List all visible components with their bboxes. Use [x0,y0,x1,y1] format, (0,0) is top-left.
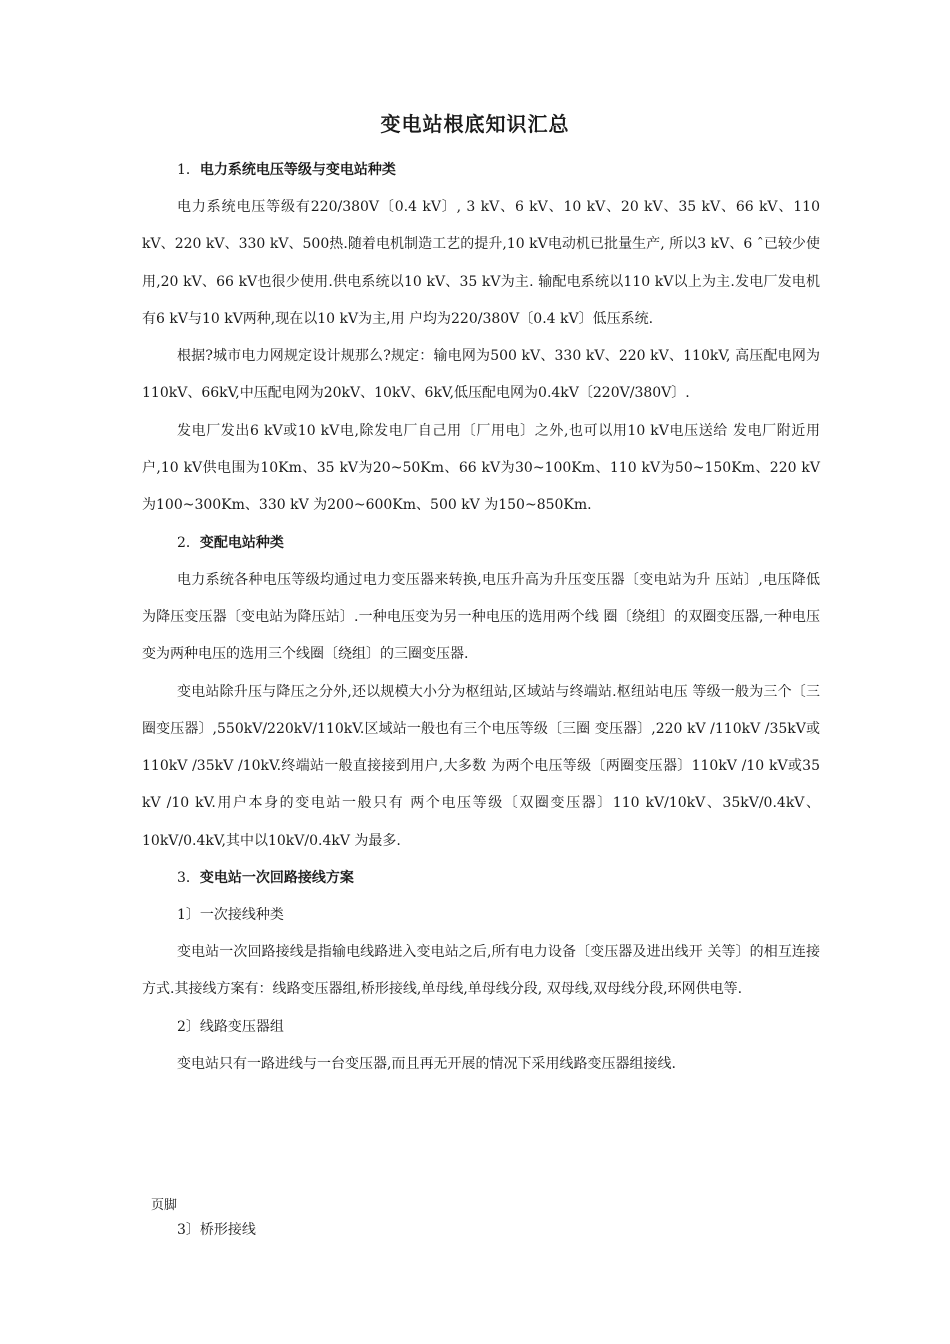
section-heading-text: 电力系统电压等级与变电站种类 [199,162,396,178]
section-heading [142,525,820,562]
section-heading [142,860,820,897]
section-heading-text: 变配电站种类 [199,534,284,551]
paragraph: 变电站除升压与降压之分外,还以规模大小分为枢纽站,区域站与终端站.枢纽站电压 等级一般为三个〔三圈变压器〕,550kV/220kV/110kV.区域站一般也有三个电压等级〔三圈 变压器〕,220 kV /110kV /35kV或110kV /35kV /10kV.终端站一般直接接到用户,大多数 为两个电压等级〔两圈变压器〕110kV /10 kV或35 kV /10 kV.用户本身的变电站一般只有 两个电压等级〔双圈变压器〕110 kV/10kV、35kV/0.4kV、10kV/0.4kV,其中以10kV/0.4kV 为最多. [142,683,820,849]
section-number: 1． [177,162,200,178]
paragraph: 电力系统电压等级有220/380V〔0.4 kV〕, 3 kV、6 kV、10 kV、20 kV、35 kV、66 kV、110 kV、220 kV、330 kV、500热.随着电机制造工艺的提升,10 kV电动机已批量生产, 所以3 kV、6 ˆ已较少使用,20 kV、66 kV也很少使用.供电系统以10 kV、35 kV为主. 输配电系统以110 kV以上为主.发电厂发电机有6 kV与10 kV两种,现在以10 kV为主,用 户均为220/380V〔0.4 kV〕低压系统. [142,199,820,327]
paragraph: 发电厂发出6 kV或10 kV电,除发电厂自己用〔厂用电〕之外,也可以用10 kV电压送给 发电厂附近用户,10 kV供电围为10Km、35 kV为20~50Km、66 kV为30~100Km、110 kV为50~150Km、220 kV 为100~300Km、330 kV 为200~600Km、500 kV 为150~850Km. [142,422,820,514]
section-heading-text: 变电站一次回路接线方案 [199,870,354,887]
paragraph: 变电站只有一路进线与一台变压器,而且再无开展的情况下采用线路变压器组接线. [177,1055,676,1072]
document-title: 变电站根底知识汇总 [380,112,570,136]
paragraph: 根据?城市电力网规定设计规那么?规定：输电网为500 kV、330 kV、220 kV、110kV, 高压配电网为110kV、66kV,中压配电网为20kV、10kV、6kV,低压配电网为0.4kV〔220V/380V〕. [142,348,820,402]
paragraph: 电力系统各种电压等级均通过电力变压器来转换,电压升高为升压变压器〔变电站为升 压站〕,电压降低为降压变压器〔变电站为降压站〕.一种电压变为另一种电压的选用两个线 圈〔绕组〕的双圈变压器,一种电压变为两种电压的选用三个线圈〔绕组〕的三圈变压器. [142,571,820,663]
subsection-label: 1〕一次接线种类 [177,907,284,924]
footer-label: 页脚 [151,1198,178,1213]
section-number: 3． [177,870,200,887]
paragraph: 变电站一次回路接线是指输电线路进入变电站之后,所有电力设备〔变压器及进出线开 关等〕的相互连接方式.其接线方案有：线路变压器组,桥形接线,单母线,单母线分段, 双母线,双母线分段,环网供电等. [142,944,820,998]
subsection-label: 3〕桥形接线 [177,1222,256,1238]
section-heading [142,152,820,189]
section-number: 2． [177,534,200,551]
subsection-label: 2〕线路变压器组 [177,1018,284,1035]
document-body [142,152,820,1083]
